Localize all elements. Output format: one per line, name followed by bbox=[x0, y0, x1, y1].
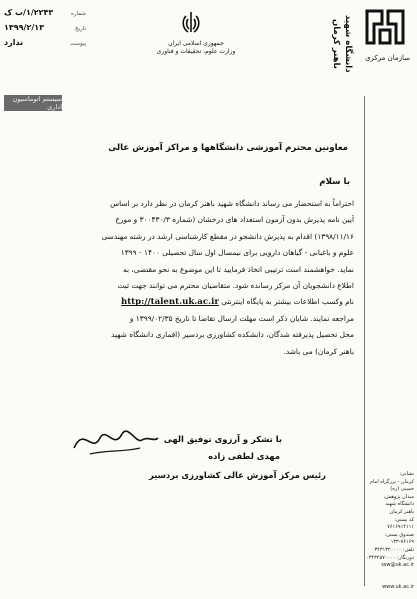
university-unit: سازمان مرکزی bbox=[365, 54, 410, 62]
website-link[interactable]: www.uk.ac.ir bbox=[382, 584, 414, 590]
body-line-with-url bbox=[18, 294, 354, 310]
ref-number: ۱/۲۲۴۳/ب ک bbox=[4, 8, 54, 17]
address-line: کد پستی: ۷۶۱۶۹۱۴۱۱۱ bbox=[387, 516, 414, 531]
body-line-prefix: نام وکسب اطلاعات بیشتر به پایگاه اینترنتی bbox=[221, 297, 354, 307]
body-line: علوم و باغبانی - گیاهان دارویی برای نیمسال اول سال تحصیلی ۱۴۰۰ - ۱۳۹۹ bbox=[120, 248, 354, 258]
ref-number-label: شماره bbox=[70, 11, 86, 17]
email-address[interactable]: ssw@uk.ac.ir bbox=[381, 562, 414, 569]
attachment-value: ندارد bbox=[4, 38, 24, 47]
reference-block bbox=[4, 6, 86, 51]
body-line: آیین نامه پذیرش بدون آزمون استعداد های درخشان (شماره ۳۰۰۴۳۰/۳ و مورخ bbox=[115, 215, 354, 225]
ministry-line-2: وزارت علوم، تحقیقات و فناوری bbox=[156, 48, 236, 55]
closing: با تشکر و آرزوی توفیق الهی bbox=[163, 434, 282, 444]
body-line: محل تحصیل پذیرفته شدگان، دانشکده کشاورزی بردسیر (اقماری دانشگاه شهید bbox=[111, 330, 354, 340]
ministry-line-1: جمهوری اسلامی ایران bbox=[168, 40, 224, 47]
body-line: مراجعه نمایند. شایان ذکر است مهلت ارسال تقاضا تا تاریخ ۱۳۹۹/۰۲/۳۵ و bbox=[129, 313, 354, 323]
address-line: میدان پژوهش، دانشگاه شهید bbox=[383, 493, 414, 508]
date-row bbox=[4, 21, 86, 36]
signer-name: مهدی لطفی زاده bbox=[208, 451, 280, 461]
talent-url-link[interactable]: http://talent.uk.ac.ir bbox=[120, 297, 219, 308]
date-label: تاریخ bbox=[75, 26, 86, 32]
body-line: ۱۳۹۸/۱۱/۱۶) اقدام به پذیرش دانشجو در مقطع کارشناسی ارشد در رشته مهندسی bbox=[101, 231, 354, 241]
attachment-label: پیوست bbox=[69, 41, 86, 47]
date-value: ۱۳۹۹/۲/۱۳ bbox=[4, 23, 45, 32]
ref-number-row bbox=[4, 6, 86, 21]
university-name: دانشگاه شهید باهنر کرمان bbox=[331, 15, 353, 73]
attachment-row bbox=[4, 36, 86, 51]
address-line: تلفن: ۰۳۴۳۱۳۲۰۰۰۰ bbox=[371, 546, 414, 553]
signer-title: رئیس مرکز آموزش عالی کشاورزی بردسیر bbox=[148, 470, 326, 480]
address-line: کرمان - بزرگراه امام خمینی (ره) bbox=[370, 478, 414, 493]
address-line: دورنگار: ۰۳۴۳۲۵۷۰۰۰۰ bbox=[366, 554, 414, 561]
body-line: اطلاع دانشجویان آن مرکز رسانده شود. متقاضیان محترم می توانند جهت ثبت bbox=[117, 281, 354, 291]
body-line: احتراماً به استحضار می رساند دانشگاه شهید باهنر کرمان در نظر دارد بر اساس bbox=[110, 199, 354, 208]
body-line: نماید. خواهشمند است ترتیبی اتخاذ فرمایید تا این موضوع به نحو مقتضی، به bbox=[123, 264, 354, 274]
letter-body bbox=[18, 196, 354, 360]
greeting: با سلام bbox=[319, 177, 350, 187]
side-divider bbox=[364, 96, 365, 586]
system-stamp: سیستم اتوماسیون اداری bbox=[4, 95, 62, 111]
address-line: نشانی: bbox=[399, 471, 414, 477]
body-line: باهنر کرمان) می باشد. bbox=[283, 346, 354, 356]
recipient: معاونین محترم آموزشی دانشگاهها و مراکز آموزش عالی bbox=[108, 143, 348, 153]
address-block bbox=[366, 471, 414, 570]
address-line: صندوق پستی: ۷۶۱۶۹-۱۳۳ bbox=[384, 531, 414, 546]
iran-emblem-icon bbox=[180, 10, 202, 36]
ministry-name bbox=[148, 40, 244, 56]
university-logo bbox=[364, 8, 406, 46]
address-line: باهنر کرمان bbox=[389, 508, 414, 515]
